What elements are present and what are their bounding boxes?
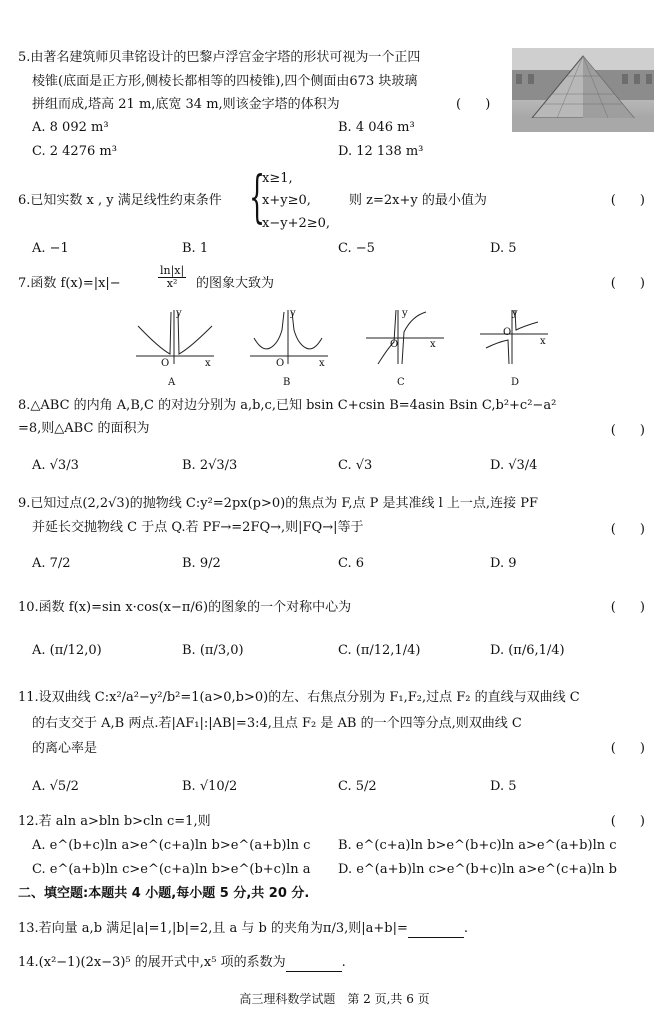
- q11-option-a: A. √5/2: [32, 779, 79, 794]
- q9-option-c: C. 6: [338, 556, 365, 571]
- q12-option-c: C. e^(a+b)ln c>e^(c+a)ln b>e^(b+c)ln a: [32, 862, 311, 877]
- louvre-pyramid-photo: [512, 48, 654, 132]
- page-footer: 高三理科数学试题 第 2 页,共 6 页: [239, 992, 430, 1006]
- q9-option-a: A. 7/2: [32, 556, 71, 571]
- q8-option-d: D. √3/4: [490, 458, 538, 473]
- q6-constraint-2: x+y≥0,: [262, 193, 311, 208]
- q7-fraction: [158, 265, 186, 290]
- q9-answer-paren: ( ): [610, 522, 655, 537]
- q13-answer-blank[interactable]: [408, 921, 464, 938]
- q8-option-b: B. 2√3/3: [182, 458, 238, 473]
- q5-line1: 5.由著名建筑师贝聿铭设计的巴黎卢浮宫金字塔的形状可视为一个正四: [18, 50, 421, 65]
- q7-lead: 7.函数 f(x)=|x|−: [18, 276, 121, 291]
- q11-answer-paren: ( ): [610, 741, 655, 756]
- q7-graph-d-x-label: x: [540, 336, 546, 347]
- q9-line2: 并延长交抛物线 C 于点 Q.若 PF→=2FQ→,则|FQ→|等于: [32, 520, 364, 535]
- q7-graph-b-label: B: [283, 377, 291, 388]
- q5-option-c: C. 2 4276 m³: [32, 144, 117, 159]
- q14-text: 14.(x²−1)(2x−3)⁵ 的展开式中,x⁵ 项的系数为: [18, 955, 286, 970]
- q14-end: .: [341, 955, 346, 970]
- q8-answer-paren: ( ): [610, 423, 655, 438]
- q8-option-c: C. √3: [338, 458, 373, 473]
- q5-option-d: D. 12 138 m³: [338, 144, 424, 159]
- q7-graph-c-x-label: x: [430, 339, 436, 350]
- q5-line3: 拼组而成,塔高 21 m,底宽 34 m,则该金字塔的体积为: [32, 97, 340, 112]
- q10-option-b: B. (π/3,0): [182, 643, 244, 658]
- q13-end: .: [463, 921, 469, 936]
- q11-line2: 的右支交于 A,B 两点.若|AF₁|:|AB|=3:4,且点 F₂ 是 AB 的一个四等分点,则双曲线 C: [32, 716, 522, 731]
- q7-graph-a-origin-label: O: [161, 358, 170, 369]
- q7-graph-a-x-label: x: [205, 358, 211, 369]
- q11-line3: 的离心率是: [32, 741, 98, 756]
- q10-option-d: D. (π/6,1/4): [490, 643, 565, 658]
- q7-answer-paren: ( ): [610, 276, 655, 291]
- q6-option-d: D. 5: [490, 241, 517, 256]
- q7-graph-a-y-label: y: [176, 308, 182, 319]
- q12-option-b: B. e^(c+a)ln b>e^(b+c)ln a>e^(a+b)ln c: [338, 838, 617, 853]
- section-heading-fill-in: 二、填空题:本题共 4 小题,每小题 5 分,共 20 分.: [18, 886, 310, 901]
- q13-line1: [18, 921, 468, 938]
- q6-option-a: A. −1: [32, 241, 69, 256]
- q6-constraint-1: x≥1,: [262, 171, 293, 186]
- q9-option-b: B. 9/2: [182, 556, 221, 571]
- q7-graph-c-origin-label: O: [390, 339, 399, 350]
- q14-line1: [18, 955, 346, 972]
- q11-line1: 11.设双曲线 C:x²/a²−y²/b²=1(a>0,b>0)的左、右焦点分别为 F₁,F₂,过点 F₂ 的直线与双曲线 C: [18, 690, 580, 705]
- q7-graph-d-origin-label: O: [503, 327, 512, 338]
- q14-answer-blank[interactable]: [286, 955, 342, 972]
- q8-line2: =8,则△ABC 的面积为: [18, 421, 150, 436]
- q10-option-c: C. (π/12,1/4): [338, 643, 421, 658]
- q6-brace: {: [249, 165, 266, 230]
- q8-line1: 8.△ABC 的内角 A,B,C 的对边分别为 a,b,c,已知 bsin C+csin B=4asin Bsin C,b²+c²−a²: [18, 398, 557, 413]
- q5-answer-paren: ( ): [456, 97, 501, 112]
- q7-graph-c-label: C: [397, 377, 405, 388]
- q10-answer-paren: ( ): [610, 600, 655, 615]
- q6-lead: 6.已知实数 x , y 满足线性约束条件: [18, 193, 222, 208]
- q7-fraction-denominator: x²: [166, 277, 178, 290]
- q7-graph-b: [248, 308, 330, 366]
- q13-text: 13.若向量 a,b 满足|a|=1,|b|=2,且 a 与 b 的夹角为π/3,则|a+b|=: [18, 921, 408, 936]
- q5-option-b: B. 4 046 m³: [338, 120, 415, 135]
- q12-option-d: D. e^(a+b)ln c>e^(b+c)ln a>e^(c+a)ln b: [338, 862, 617, 877]
- q7-graph-a: [134, 308, 216, 366]
- q9-option-d: D. 9: [490, 556, 517, 571]
- q7-graph-c-y-label: y: [402, 308, 408, 319]
- q11-option-c: C. 5/2: [338, 779, 377, 794]
- q11-option-b: B. √10/2: [182, 779, 238, 794]
- q12-option-a: A. e^(b+c)ln a>e^(c+a)ln b>e^(a+b)ln c: [32, 838, 311, 853]
- q6-constraint-3: x−y+2≥0,: [262, 216, 331, 231]
- q10-line1: 10.函数 f(x)=sin x·cos(x−π/6)的图象的一个对称中心为: [18, 600, 352, 615]
- q6-tail: 则 z=2x+y 的最小值为: [349, 193, 487, 208]
- q7-graph-d-y-label: y: [512, 308, 518, 319]
- q7-graph-d: [478, 308, 560, 366]
- q12-answer-paren: ( ): [610, 814, 655, 829]
- q7-graph-a-label: A: [168, 377, 176, 388]
- q6-option-c: C. −5: [338, 241, 375, 256]
- q12-line1: 12.若 aln a>bln b>cln c=1,则: [18, 814, 211, 829]
- q5-line2: 棱锥(底面是正方形,侧棱长都相等的四棱锥),四个侧面由673 块玻璃: [32, 74, 418, 89]
- q7-graph-d-label: D: [511, 377, 520, 388]
- q11-option-d: D. 5: [490, 779, 517, 794]
- q9-line1: 9.已知过点(2,2√3)的抛物线 C:y²=2px(p>0)的焦点为 F,点 P 是其准线 l 上一点,连接 PF: [18, 496, 538, 511]
- q5-option-a: A. 8 092 m³: [32, 120, 109, 135]
- q7-fraction-numerator: ln|x|: [160, 264, 185, 277]
- q7-graph-b-x-label: x: [319, 358, 325, 369]
- q6-answer-paren: ( ): [610, 193, 655, 208]
- q10-option-a: A. (π/12,0): [32, 643, 102, 658]
- q7-graph-b-origin-label: O: [276, 358, 285, 369]
- q7-graph-b-y-label: y: [290, 308, 296, 319]
- q7-tail: 的图象大致为: [196, 276, 275, 291]
- q8-option-a: A. √3/3: [32, 458, 79, 473]
- q6-option-b: B. 1: [182, 241, 209, 256]
